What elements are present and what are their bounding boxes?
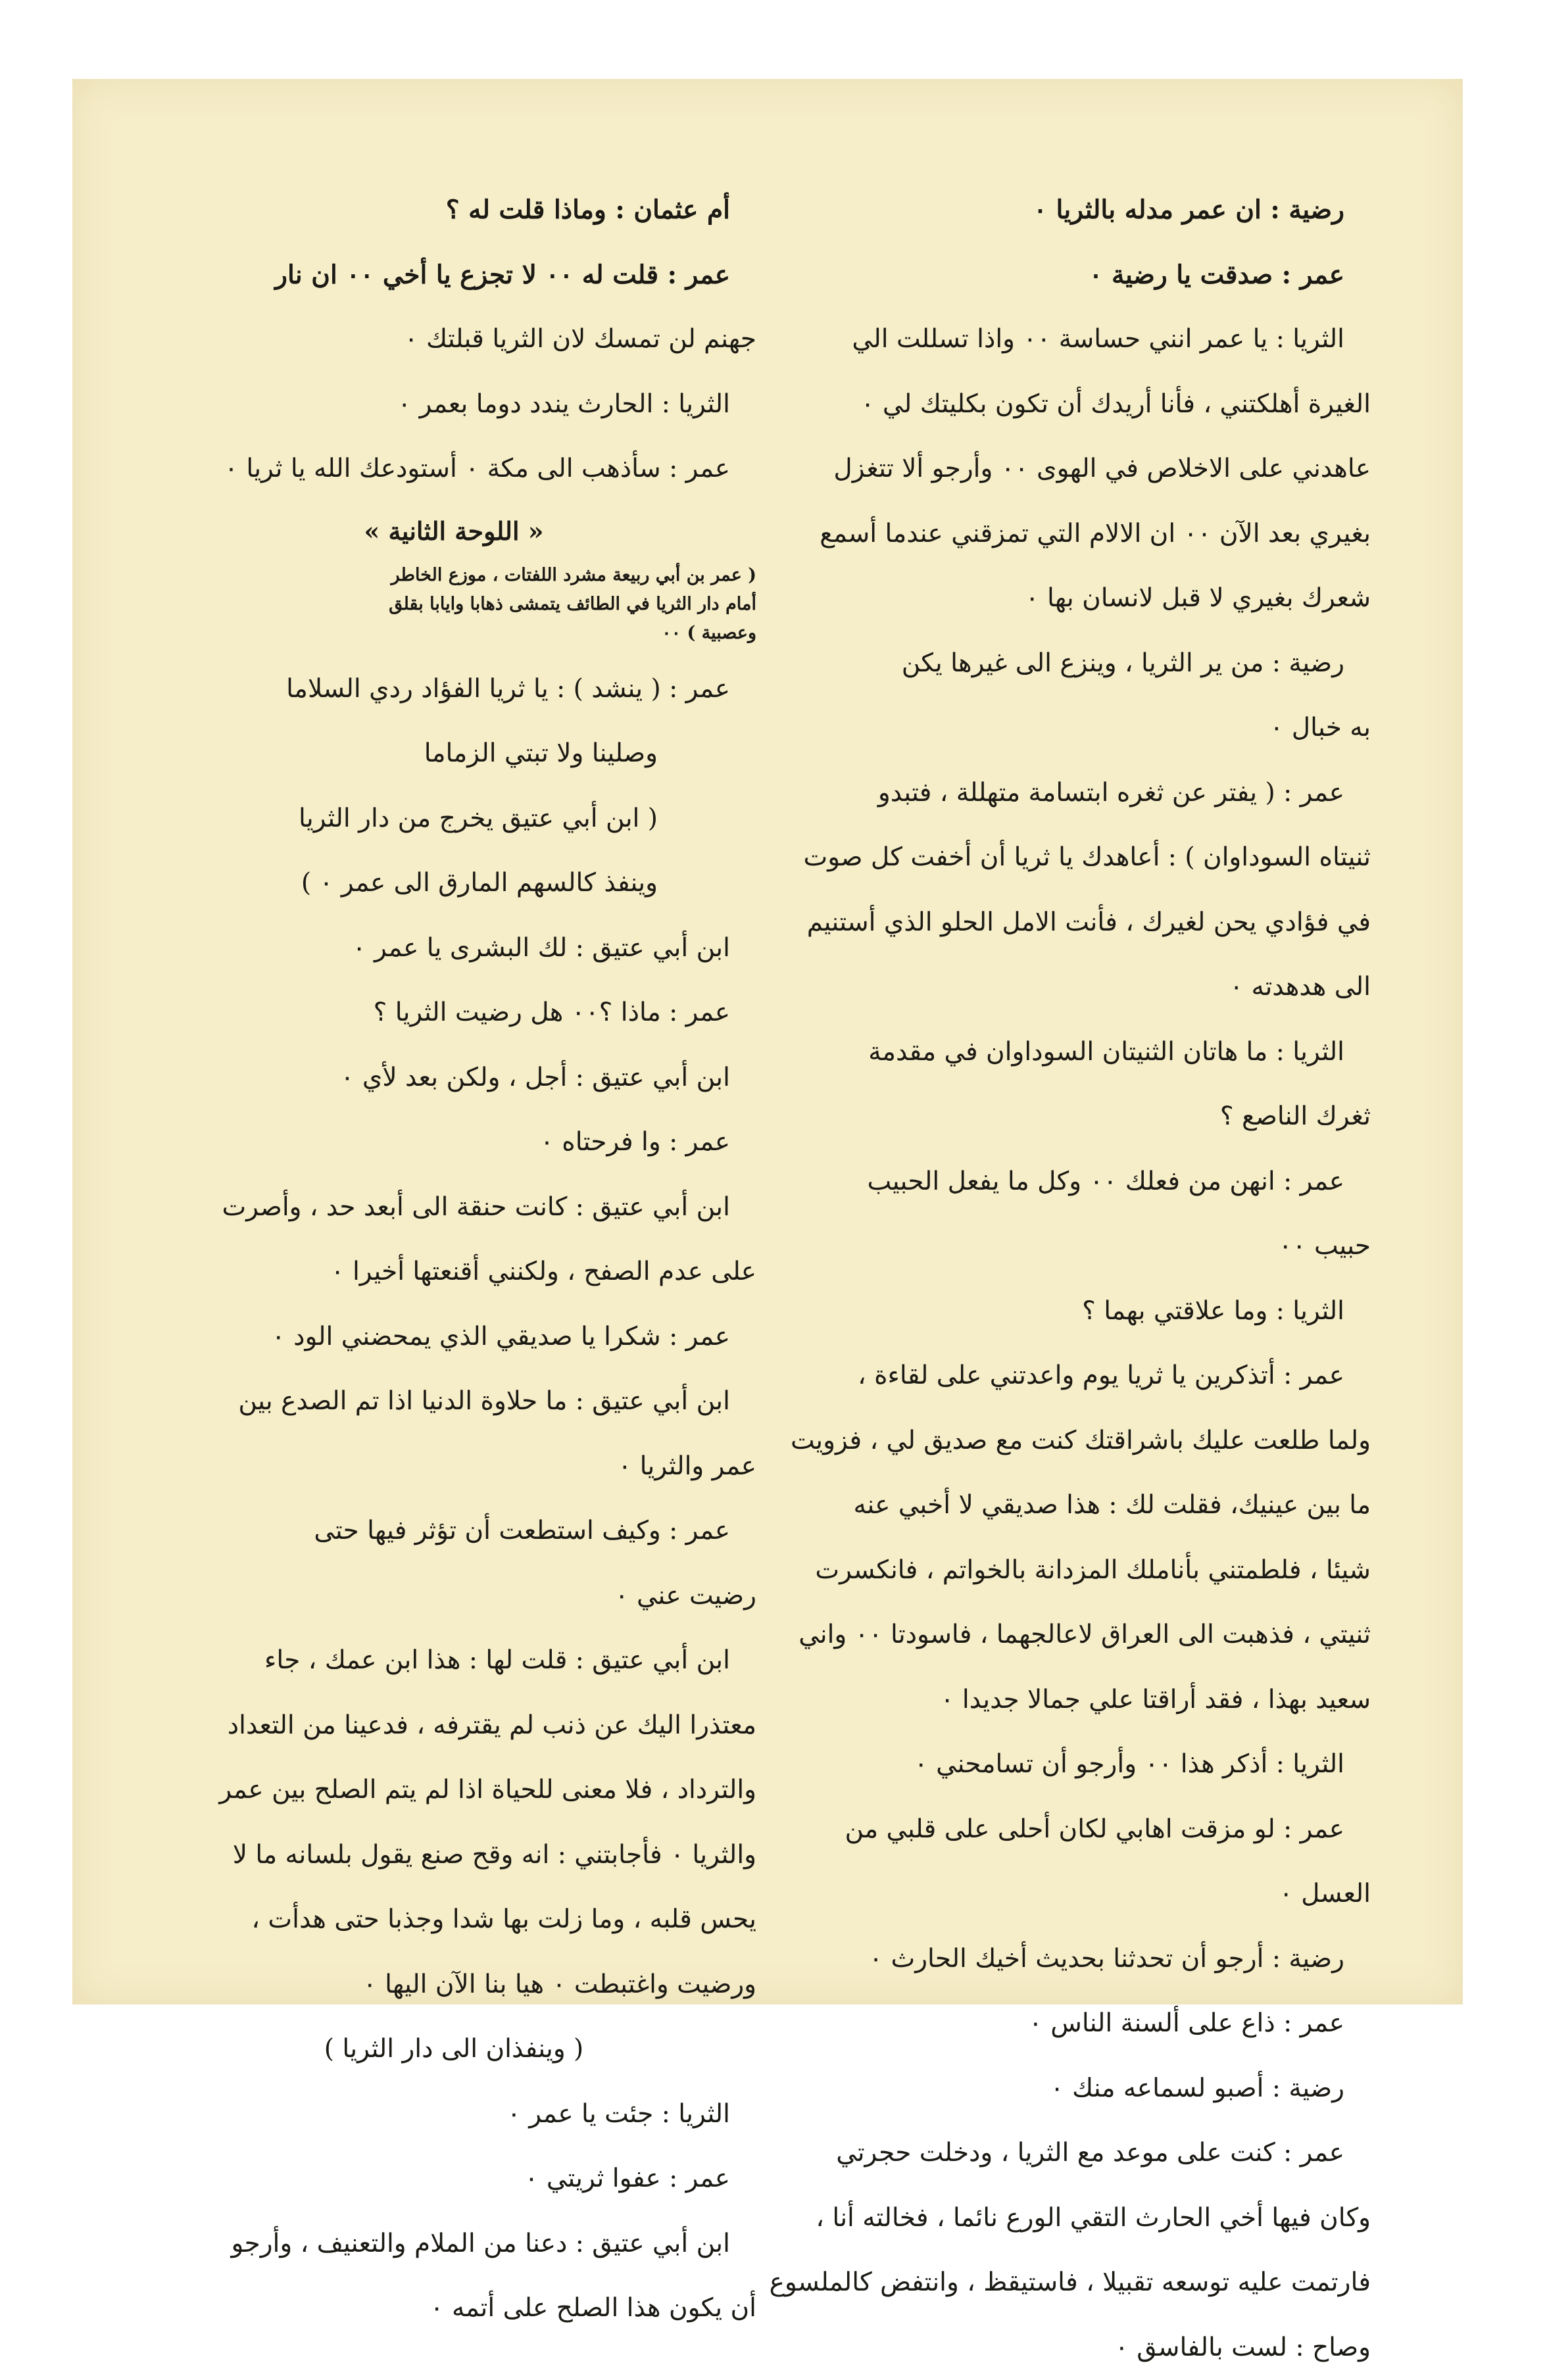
right-text-column	[766, 178, 1371, 2380]
text-line: عمر : ذاع على ألسنة الناس ٠	[766, 1991, 1371, 2056]
text-line: ابن أبي عتيق : قلت لها : هذا ابن عمك ، جاء	[151, 1628, 756, 1693]
text-line: والترداد ، فلا معنى للحياة اذا لم يتم الصلح بين عمر	[151, 1758, 756, 1823]
text-line: به خبال ٠	[766, 696, 1371, 761]
text-line: وكان فيها أخي الحارث التقي الورع نائما ، فخالته أنا ،	[766, 2186, 1371, 2251]
text-line: أم عثمان : وماذا قلت له ؟	[151, 178, 756, 243]
text-line: يحس قلبه ، وما زلت بها شدا وجذبا حتى هدأت ،	[151, 1887, 756, 1953]
text-line: معتذرا اليك عن ذنب لم يقترفه ، فدعينا من التعداد	[151, 1693, 756, 1759]
text-line: عمر : قلت له ٠٠ لا تجزع يا أخي ٠٠ ان نار	[151, 243, 756, 308]
text-line: ثنيتاه السوداوان ) : أعاهدك يا ثريا أن أخفت كل صوت	[766, 825, 1371, 890]
left-text-column	[151, 178, 756, 2341]
text-line: الثريا : أذكر هذا ٠٠ وأرجو أن تسامحني ٠	[766, 1732, 1371, 1797]
text-line: ابن أبي عتيق : دعنا من الملام والتعنيف ، وأرجو	[151, 2212, 756, 2277]
text-line: عمر : صدقت يا رضية ٠	[766, 243, 1371, 308]
text-line: في فؤادي يحن لغيرك ، فأنت الامل الحلو الذي أستنيم	[766, 890, 1371, 956]
text-line: على عدم الصفح ، ولكنني أقنعتها أخيرا ٠	[151, 1240, 756, 1305]
text-line: عمر : لو مزقت اهابي لكان أحلى على قلبي من	[766, 1797, 1371, 1862]
text-line: رضية : أصبو لسماعه منك ٠	[766, 2056, 1371, 2122]
scene-heading: « اللوحة الثانية »	[151, 502, 756, 561]
text-line: الثريا : يا عمر انني حساسة ٠٠ واذا تسللت الي	[766, 307, 1371, 372]
text-line: سعيد بهذا ، فقد أراقتا علي جمالا جديدا ٠	[766, 1668, 1371, 1733]
text-line: عمر : وكيف استطعت أن تؤثر فيها حتى	[151, 1499, 756, 1564]
text-line: وصاح : لست بالفاسق ٠	[766, 2316, 1371, 2380]
text-line: ابن أبي عتيق : ما حلاوة الدنيا اذا تم الصدع بين	[151, 1369, 756, 1434]
text-line: رضيت عني ٠	[151, 1564, 756, 1629]
verse-line: وينفذ كالسهم المارق الى عمر ٠ )	[151, 851, 756, 916]
stage-direction-line: ( عمر بن أبي ربيعة مشرد اللفتات ، موزع الخاطر	[151, 561, 756, 590]
text-line: الى هدهدته ٠	[766, 955, 1371, 1020]
text-line: ابن أبي عتيق : أجل ، ولكن بعد لأي ٠	[151, 1046, 756, 1111]
text-line: الثريا : وما علاقتي بهما ؟	[766, 1279, 1371, 1344]
text-line: عمر : ( يفتر عن ثغره ابتسامة متهللة ، فتبدو	[766, 761, 1371, 826]
text-line: ولما طلعت عليك باشراقتك كنت مع صديق لي ، فزويت	[766, 1409, 1371, 1474]
text-line: عمر : شكرا يا صديقي الذي يمحضني الود ٠	[151, 1305, 756, 1370]
text-line: عمر : وا فرحتاه ٠	[151, 1110, 756, 1175]
stage-direction-line: وعصبية ) ٠٠	[151, 619, 756, 648]
text-line: والثريا ٠ فأجابتني : انه وقح صنع يقول بلسانه ما لا	[151, 1823, 756, 1888]
text-line: عمر : ماذا ؟٠٠ هل رضيت الثريا ؟	[151, 981, 756, 1046]
text-line: الثريا : جئت يا عمر ٠	[151, 2082, 756, 2147]
text-line: رضية : من ير الثريا ، وينزع الى غيرها يكن	[766, 631, 1371, 696]
left-column-dialogue-bottom	[151, 657, 756, 2341]
text-line: شعرك بغيري لا قبل لانسان بها ٠	[766, 566, 1371, 631]
text-line: الثريا : ما هاتان الثنيتان السوداوان في مقدمة	[766, 1020, 1371, 1085]
text-line: الثريا : الحارث يندد دوما بعمر ٠	[151, 372, 756, 437]
text-line: أن يكون هذا الصلح على أتمه ٠	[151, 2276, 756, 2341]
verse-line: وصلينا ولا تبتي الزماما	[151, 721, 756, 787]
text-line: عمر : عفوا ثريتي ٠	[151, 2147, 756, 2212]
text-line: عمر والثريا ٠	[151, 1434, 756, 1499]
text-line: ثغرك الناصع ؟	[766, 1084, 1371, 1150]
text-line: ثنيتي ، فذهبت الى العراق لاعالجهما ، فاسودتا ٠٠ واني	[766, 1603, 1371, 1668]
stage-direction-line: أمام دار الثريا في الطائف يتمشى ذهابا وايابا بقلق	[151, 590, 756, 619]
text-line: رضية : أرجو أن تحدثنا بحديث أخيك الحارث ٠	[766, 1927, 1371, 1992]
text-line: عاهدني على الاخلاص في الهوى ٠٠ وأرجو ألا تتغزل	[766, 437, 1371, 502]
text-line: عمر : ( ينشد ) : يا ثريا الفؤاد ردي السلاما	[151, 657, 756, 722]
text-line: الغيرة أهلكتني ، فأنا أريدك أن تكون بكليتك لي ٠	[766, 372, 1371, 437]
text-line: ما بين عينيك، فقلت لك : هذا صديقي لا أخبي عنه	[766, 1473, 1371, 1538]
text-line: ابن أبي عتيق : لك البشرى يا عمر ٠	[151, 916, 756, 981]
left-column-dialogue-top	[151, 178, 756, 502]
text-line: شيئا ، فلطمتني بأناملك المزدانة بالخواتم ، فانكسرت	[766, 1538, 1371, 1603]
text-line: ابن أبي عتيق : كانت حنقة الى أبعد حد ، وأصرت	[151, 1175, 756, 1240]
text-line: العسل ٠	[766, 1862, 1371, 1927]
book-page	[72, 79, 1463, 2004]
text-line: عمر : انهن من فعلك ٠٠ وكل ما يفعل الحبيب	[766, 1150, 1371, 1215]
text-line: جهنم لن تمسك لان الثريا قبلتك ٠	[151, 307, 756, 372]
text-line: فارتمت عليه توسعه تقبيلا ، فاستيقظ ، وانتفض كالملسوع	[766, 2250, 1371, 2316]
stage-direction	[151, 561, 756, 648]
text-line: عمر : سأذهب الى مكة ٠ أستودعك الله يا ثريا ٠	[151, 437, 756, 502]
text-line: رضية : ان عمر مدله بالثريا ٠	[766, 178, 1371, 243]
text-line: عمر : أتذكرين يا ثريا يوم واعدتني على لقاءة ،	[766, 1344, 1371, 1409]
text-line: عمر : كنت على موعد مع الثريا ، ودخلت حجرتي	[766, 2121, 1371, 2186]
verse-line: ( ابن أبي عتيق يخرج من دار الثريا	[151, 787, 756, 852]
text-line: حبيب ٠٠	[766, 1214, 1371, 1279]
text-line: بغيري بعد الآن ٠٠ ان الالام التي تمزقني عندما أسمع	[766, 502, 1371, 567]
text-line: ( وينفذان الى دار الثريا )	[151, 2017, 756, 2082]
text-line: ورضيت واغتبطت ٠ هيا بنا الآن اليها ٠	[151, 1953, 756, 2018]
